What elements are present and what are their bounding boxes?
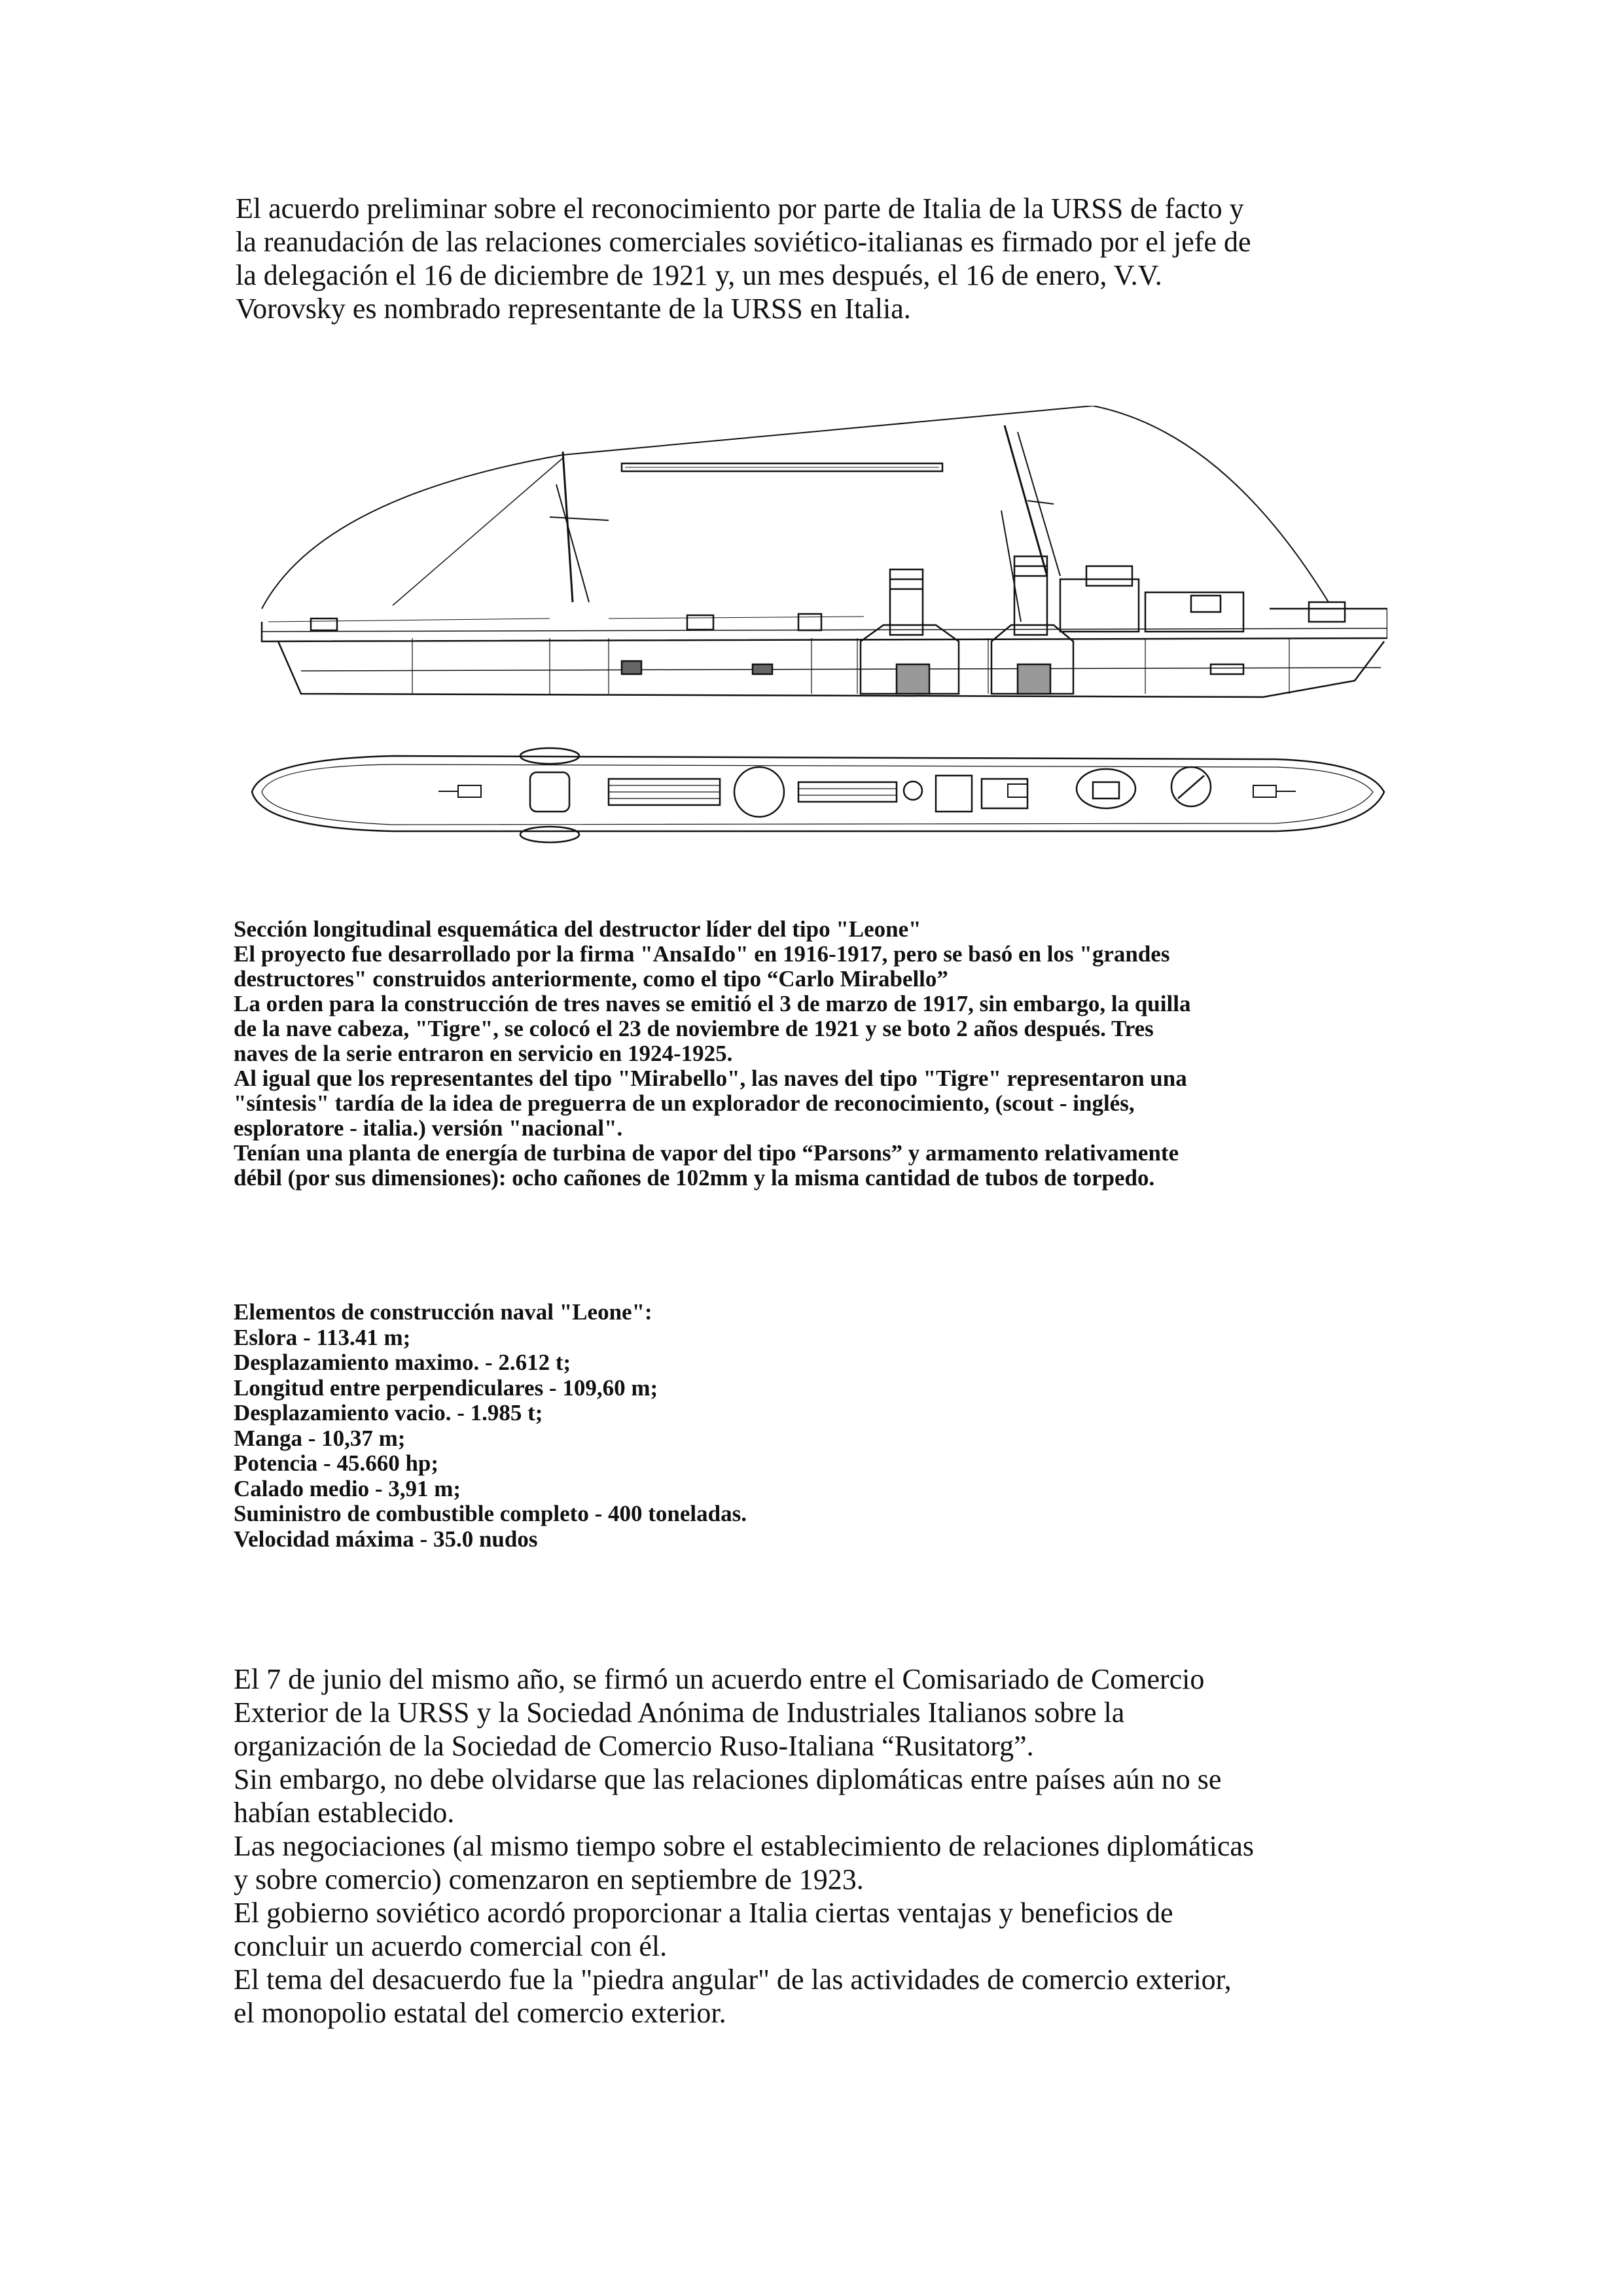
closing-line: concluir un acuerdo comercial con él. [234, 1930, 668, 1962]
intro-paragraph [236, 192, 1414, 325]
side-profile-view [262, 406, 1387, 697]
closing-line: Sin embargo, no debe olvidarse que las relaciones diplomáticas entre países aún no se [234, 1763, 1222, 1795]
caption-line: esploratore - italia.) versión "nacional". [234, 1115, 623, 1141]
intro-line: Vorovsky es nombrado representante de la URSS en Italia. [236, 293, 911, 325]
caption-line: de la nave cabeza, "Tigre", se colocó el 23 de noviembre de 1921 y se boto 2 años después. Tres [234, 1016, 1154, 1041]
closing-line: Exterior de la URSS y la Sociedad Anónima de Industriales Italianos sobre la [234, 1696, 1125, 1729]
figure-caption [234, 917, 1412, 1191]
spec-item: Velocidad máxima - 35.0 nudos [234, 1526, 538, 1552]
spec-item: Calado medio - 3,91 m; [234, 1475, 461, 1501]
spec-item: Potencia - 45.660 hp; [234, 1450, 439, 1476]
spec-item: Desplazamiento maximo. - 2.612 t; [234, 1350, 571, 1375]
closing-line: El 7 de junio del mismo año, se firmó un acuerdo entre el Comisariado de Comercio [234, 1663, 1205, 1695]
specs-heading: Elementos de construcción naval "Leone": [234, 1299, 652, 1325]
ship-specs [234, 1300, 1150, 1552]
closing-line: Las negociaciones (al mismo tiempo sobre el establecimiento de relaciones diplomáticas [234, 1830, 1255, 1862]
caption-line: débil (por sus dimensiones): ocho cañones de 102mm y la misma cantidad de tubos de torpedo. [234, 1165, 1155, 1191]
closing-line: el monopolio estatal del comercio exterior. [234, 1997, 726, 2029]
closing-line: y sobre comercio) comenzaron en septiembre de 1923. [234, 1863, 864, 1895]
caption-line: naves de la serie entraron en servicio en 1924-1925. [234, 1041, 733, 1066]
closing-paragraph [234, 1662, 1412, 2030]
closing-line: organización de la Sociedad de Comercio Ruso-Italiana “Rusitatorg”. [234, 1730, 1034, 1762]
intro-line: la delegación el 16 de diciembre de 1921 y, un mes después, el 16 de enero, V.V. [236, 259, 1162, 291]
caption-title: Sección longitudinal esquemática del destructor líder del tipo "Leone" [234, 916, 921, 942]
intro-line: la reanudación de las relaciones comerciales soviético-italianas es firmado por el jefe de [236, 226, 1251, 258]
ship-schematic-drawing [242, 406, 1387, 903]
caption-line: El proyecto fue desarrollado por la firma "AnsaIdo" en 1916-1917, pero se basó en los "grandes [234, 941, 1170, 967]
intro-line: El acuerdo preliminar sobre el reconocimiento por parte de Italia de la URSS de facto y [236, 192, 1244, 224]
caption-line: destructores" construidos anteriormente, como el tipo “Carlo Mirabello” [234, 966, 948, 992]
caption-line: La orden para la construcción de tres naves se emitió el 3 de marzo de 1917, sin embargo, la quilla [234, 991, 1191, 1016]
spec-item: Suministro de combustible completo - 400 toneladas. [234, 1501, 747, 1526]
spec-item: Longitud entre perpendiculares - 109,60 m; [234, 1374, 658, 1401]
closing-line: habían establecido. [234, 1797, 455, 1829]
closing-line: El tema del desacuerdo fue la "piedra angular" de las actividades de comercio exterior, [234, 1964, 1232, 1996]
closing-line: El gobierno soviético acordó proporcionar a Italia ciertas ventajas y beneficios de [234, 1897, 1173, 1929]
spec-item: Eslora - 113.41 m; [234, 1324, 411, 1350]
caption-line: "síntesis" tardía de la idea de preguerra de un explorador de reconocimiento, (scout - inglés, [234, 1090, 1135, 1116]
caption-line: Al igual que los representantes del tipo "Mirabello", las naves del tipo "Tigre" representaron una [234, 1066, 1187, 1091]
spec-item: Manga - 10,37 m; [234, 1425, 406, 1451]
plan-view [252, 748, 1384, 842]
spec-item: Desplazamiento vacio. - 1.985 t; [234, 1400, 543, 1426]
caption-line: Tenían una planta de energía de turbina de vapor del tipo “Parsons” y armamento relativamente [234, 1140, 1179, 1166]
